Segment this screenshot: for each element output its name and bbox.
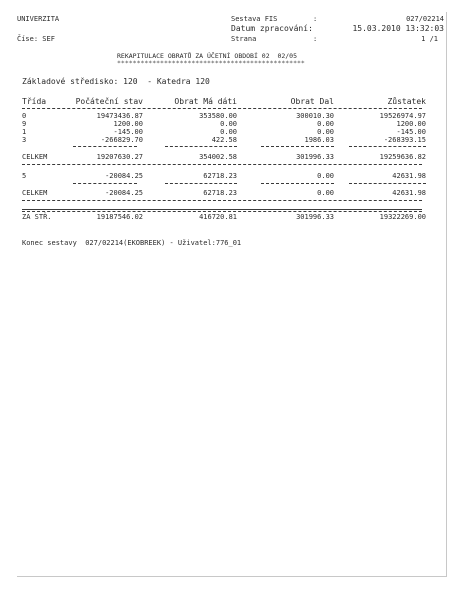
cell-debit: 422.58: [211, 136, 237, 144]
grand-total-credit: 301996.33: [296, 213, 334, 221]
cell-start: 1200.00: [113, 120, 143, 128]
col-header-credit: Obrat Dal: [290, 97, 334, 106]
total-credit: 301996.33: [296, 153, 334, 161]
total-start: -20084.25: [105, 189, 143, 197]
grand-total-debit: 416720.81: [199, 213, 237, 221]
total-start: 19207630.27: [96, 153, 143, 161]
report-separator: :: [313, 15, 318, 23]
grand-total-label: ZA STŘ.: [22, 213, 52, 221]
cost-center-title: Základové středisko: 120 - Katedra 120: [22, 77, 210, 86]
section-rule: [22, 164, 422, 165]
cell-debit: 353580.00: [199, 112, 237, 120]
total-balance: 19259636.82: [379, 153, 426, 161]
processed-date: 15.03.2010 13:32:03: [352, 24, 444, 33]
cell-balance: 19526974.97: [379, 112, 426, 120]
report-footer: Konec sestavy 027/02214(EKOBREEK) - Uživatel:776_01: [22, 239, 242, 247]
total-label: CELKEM: [22, 153, 48, 161]
report-code: 027/02214: [406, 15, 444, 23]
total-debit: 62718.23: [203, 189, 237, 197]
cell-class: 3: [22, 136, 27, 144]
total-label: CELKEM: [22, 189, 48, 197]
subtotal-rule: [261, 183, 334, 184]
cell-balance: -268393.15: [383, 136, 426, 144]
report-title: REKAPITULACE OBRATŮ ZA ÚČETNÍ OBDOBÍ 02 02/05: [117, 52, 298, 60]
total-credit: 0.00: [317, 189, 334, 197]
cell-credit: 0.00: [317, 120, 334, 128]
cell-balance: 42631.98: [392, 172, 426, 180]
cell-credit: 0.00: [317, 128, 334, 136]
subtotal-rule: [165, 146, 237, 147]
header-rule: [22, 108, 422, 109]
subtotal-rule: [73, 146, 137, 147]
subtotal-rule: [349, 183, 426, 184]
subtotal-rule: [73, 183, 137, 184]
report-page: [17, 12, 447, 577]
col-header-class: Třída: [22, 97, 47, 106]
cell-start: -20084.25: [105, 172, 143, 180]
subtotal-rule: [165, 183, 237, 184]
col-header-debit: Obrat Má dáti: [174, 97, 237, 106]
cell-debit: 0.00: [220, 128, 237, 136]
cell-start: 19473436.87: [96, 112, 143, 120]
col-header-balance: Zůstatek: [387, 97, 426, 106]
cell-class: 0: [22, 112, 27, 120]
cell-credit: 0.00: [317, 172, 334, 180]
cell-balance: -145.00: [396, 128, 426, 136]
cell-credit: 300010.30: [296, 112, 334, 120]
subtotal-rule: [261, 146, 334, 147]
cell-credit: 1986.03: [304, 136, 334, 144]
cell-balance: 1200.00: [396, 120, 426, 128]
grand-total-balance: 19322269.00: [379, 213, 426, 221]
cell-start: -145.00: [113, 128, 143, 136]
page-label: Strana: [231, 35, 257, 43]
cell-debit: 62718.23: [203, 172, 237, 180]
grand-total-rule: [22, 209, 422, 210]
total-balance: 42631.98: [392, 189, 426, 197]
section-rule: [22, 200, 422, 201]
subtotal-rule: [349, 146, 426, 147]
title-underline: ************************************************: [117, 59, 305, 67]
cell-start: -266829.70: [100, 136, 143, 144]
university-name: UNIVERZITA: [17, 15, 60, 23]
cell-class: 5: [22, 172, 27, 180]
grand-total-start: 19187546.02: [96, 213, 143, 221]
total-debit: 354002.58: [199, 153, 237, 161]
cell-class: 9: [22, 120, 27, 128]
processed-label: Datum zpracování:: [231, 24, 313, 33]
col-header-start: Počáteční stav: [75, 97, 143, 106]
ciselnik-label: Číse: SEF: [17, 35, 55, 43]
grand-total-rule: [22, 211, 422, 212]
report-label: Sestava FIS: [231, 15, 278, 23]
page-number: 1 /1: [421, 35, 438, 43]
page-separator: :: [313, 35, 318, 43]
cell-debit: 0.00: [220, 120, 237, 128]
cell-class: 1: [22, 128, 27, 136]
